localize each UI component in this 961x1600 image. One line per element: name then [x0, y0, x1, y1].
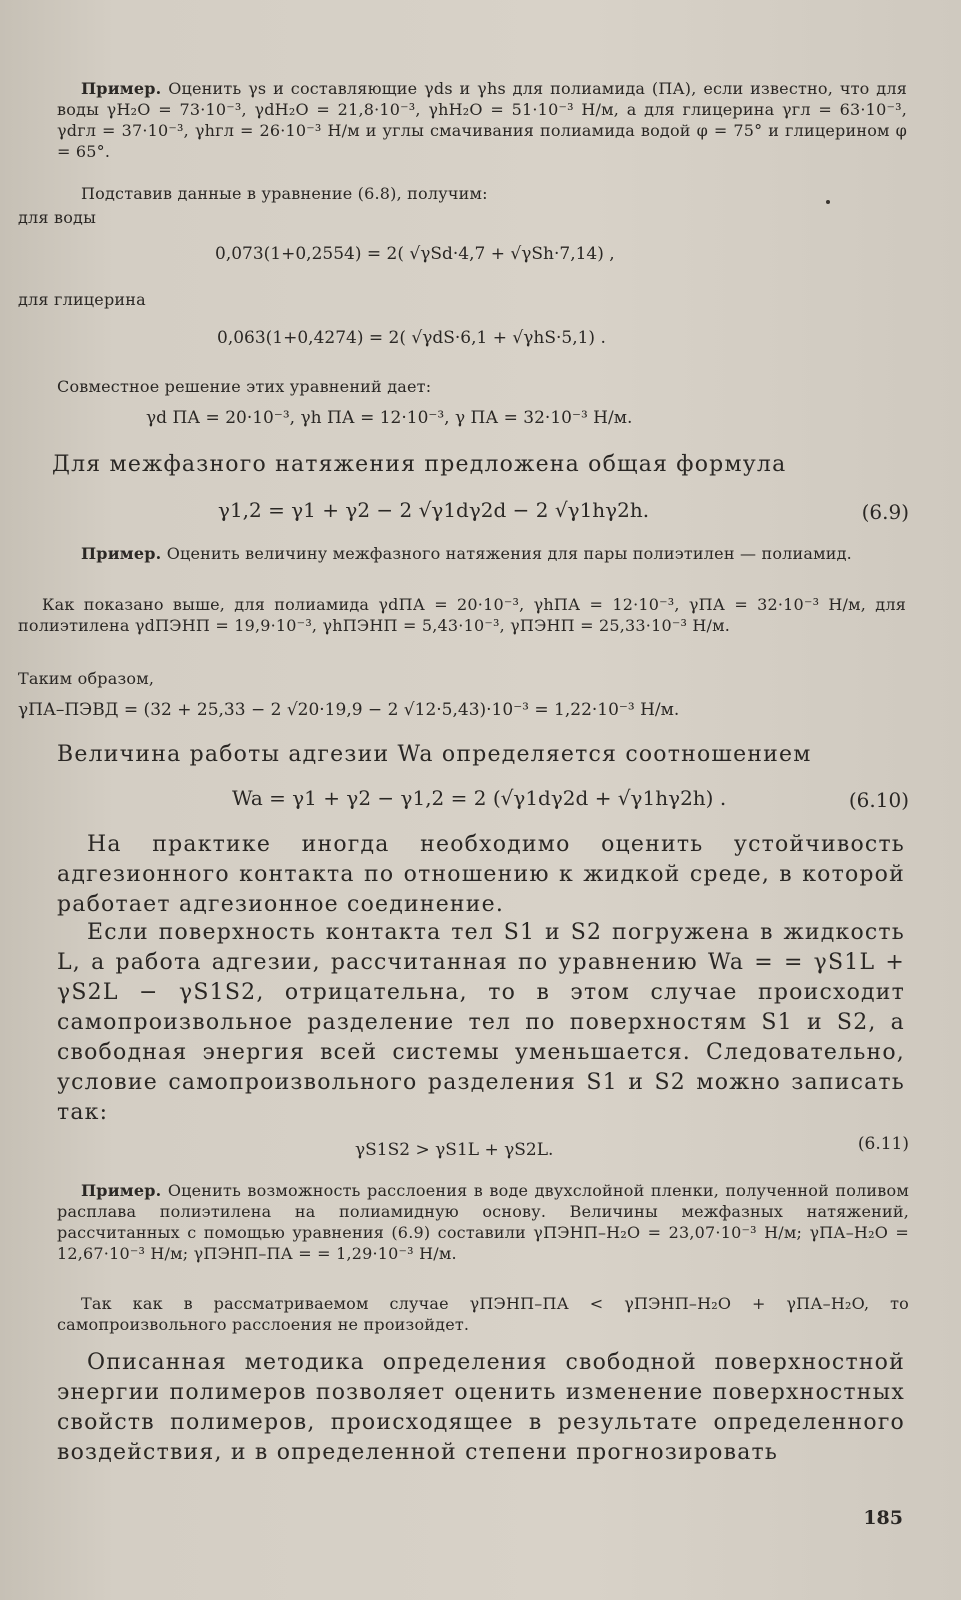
adhesion-intro: Величина работы адгезии Wa определяется соотношением — [57, 742, 812, 767]
equation-6-9-number: (6.9) — [861, 500, 909, 524]
equation-glycerin: 0,063(1+0,4274) = 2( √γdS·6,1 + √γhS·5,1) . — [217, 328, 606, 348]
for-glycerin-label: для глицерина — [18, 290, 146, 309]
example-2-calculation: γПА–ПЭВД = (32 + 25,33 − 2 √20·19,9 − 2 √12·5,43)·10⁻³ = 1,22·10⁻³ Н/м. — [18, 700, 680, 720]
print-speck — [826, 200, 830, 204]
paragraph-method: Описанная методика определения свободной поверхностной энергии полимеров позволяет оценить изменение поверхностных свойств полимеров, происходящее в результате определенного воздействия, и в определенной степени прогнозировать — [57, 1350, 905, 1465]
for-water-label: для воды — [18, 208, 97, 227]
joint-solution-line: Совместное решение этих уравнений дает: — [57, 377, 432, 396]
equation-6-10-number: (6.10) — [848, 788, 909, 812]
example-1-text: Оценить γs и составляющие γds и γhs для полиамида (ПА), если известно, что для воды γH₂O = 73·10⁻³, γdH₂O = 21,8·10⁻³, γhH₂O = 51·10⁻³ Н/м, а для глицерина γгл = 63·10⁻³, γdгл = 37·10⁻³, γhгл = 26·10⁻³ Н/м и углы смачивания полиамида водой φ = 75° и глицерином φ = 65°. — [57, 79, 907, 161]
substitution-line: Подставив данные в уравнение (6.8), получим: — [81, 184, 488, 203]
equation-6-11: γS1S2 > γS1L + γS2L. — [355, 1140, 554, 1160]
example-2-label: Пример. — [81, 544, 162, 563]
example-3-text: Оценить возможность расслоения в воде двухслойной пленки, полученной поливом расплава полиэтилена на полиамидную основу. Величины межфазных натяжений, рассчитанных с помощью уравнения (6.9) составили γПЭНП–H₂O = 23,07·10⁻³ Н/м; γПА–H₂O = 12,67·10⁻³ Н/м; γПЭНП–ПА = = 1,29·10⁻³ Н/м. — [57, 1181, 909, 1263]
example-2-shown: Как показано выше, для полиамида γdПА = 20·10⁻³, γhПА = 12·10⁻³, γПА = 32·10⁻³ Н/м, для полиэтилена γdПЭНП = 19,9·10⁻³, γhПЭНП = 5,43·10⁻³, γПЭНП = 25,33·10⁻³ Н/м. — [18, 595, 906, 635]
example-3-conclusion: Так как в рассматриваемом случае γПЭНП–ПА < γПЭНП–H₂O + γПА–H₂O, то самопроизвольного расслоения не произойдет. — [57, 1294, 909, 1334]
example-1-label: Пример. — [81, 79, 162, 98]
paragraph-if-surface: Если поверхность контакта тел S1 и S2 погружена в жидкость L, а работа адгезии, рассчитанная по уравнению Wa = = γS1L + γS2L − γS1S2, отрицательна, то в этом случае происходит самопроизвольное разделение тел по поверхностям S1 и S2, а свободная энергия всей системы уменьшается. Следовательно, условие самопроизвольного разделения S1 и S2 можно записать так: — [57, 920, 905, 1125]
example-2-thus: Таким образом, — [18, 669, 155, 688]
example-2-paragraph — [57, 543, 907, 564]
example-3-label: Пример. — [81, 1181, 162, 1200]
equation-6-9: γ1,2 = γ1 + γ2 − 2 √γ1dγ2d − 2 √γ1hγ2h. — [218, 498, 650, 522]
interfacial-intro: Для межфазного натяжения предложена общая формула — [52, 452, 787, 477]
result-polyamide: γd ПА = 20·10⁻³, γh ПА = 12·10⁻³, γ ПА = 32·10⁻³ Н/м. — [146, 408, 633, 428]
example-3-paragraph — [57, 1180, 909, 1264]
page-number: 185 — [863, 1507, 903, 1529]
equation-6-10: Wa = γ1 + γ2 − γ1,2 = 2 (√γ1dγ2d + √γ1hγ2h) . — [232, 786, 727, 810]
equation-6-11-number: (6.11) — [857, 1134, 909, 1154]
paragraph-practice: На практике иногда необходимо оценить устойчивость адгезионного контакта по отношению к жидкой среде, в которой работает адгезионное соединение. — [57, 832, 905, 917]
example-2-text: Оценить величину межфазного натяжения для пары полиэтилен — полиамид. — [166, 544, 852, 563]
equation-water: 0,073(1+0,2554) = 2( √γSd·4,7 + √γSh·7,14) , — [215, 244, 615, 264]
example-1-paragraph — [57, 78, 907, 162]
